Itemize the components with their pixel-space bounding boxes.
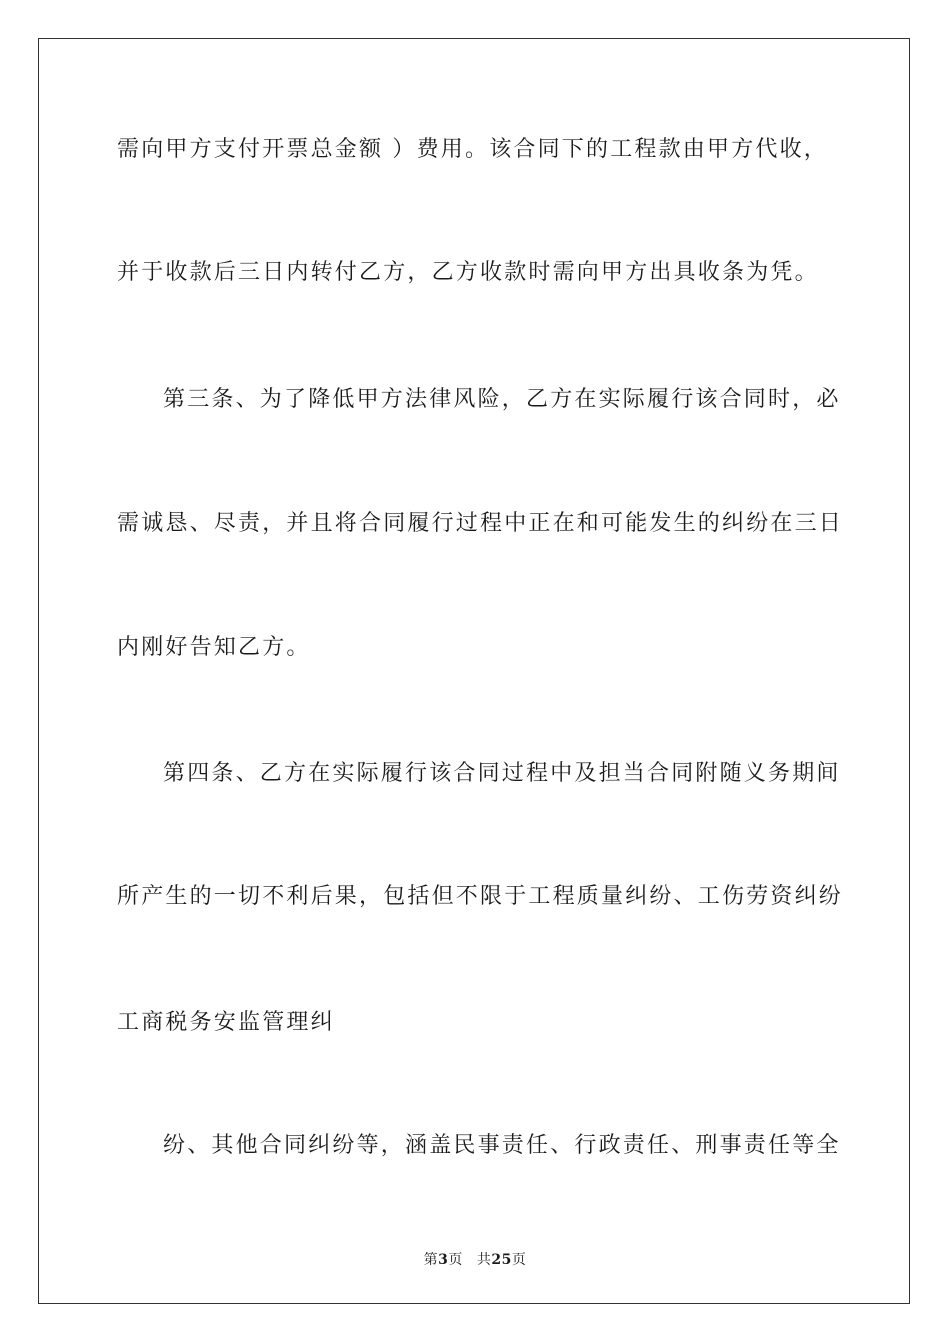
footer-page-number: 3 — [438, 1252, 449, 1268]
footer-total-pages: 25 — [491, 1252, 512, 1268]
footer-total-prefix: 共 — [476, 1252, 492, 1268]
body-line-5: 内刚好告知乙方。 — [117, 635, 311, 660]
footer-page-prefix: 第 — [423, 1252, 439, 1268]
body-line-3: 第三条、为了降低甲方法律风险，乙方在实际履行该合同时，必 — [163, 387, 841, 412]
body-line-7: 所产生的一切不利后果，包括但不限于工程质量纠纷、工伤劳资纠纷 — [117, 884, 844, 909]
body-line-6: 第四条、乙方在实际履行该合同过程中及担当合同附随义务期间 — [163, 761, 841, 786]
footer-total-suffix: 页 — [511, 1252, 527, 1268]
footer-page-suffix: 页 — [448, 1252, 463, 1268]
body-line-9: 纷、其他合同纠纷等，涵盖民事责任、行政责任、刑事责任等全 — [163, 1133, 841, 1158]
page-border — [38, 38, 910, 1304]
body-line-1: 需向甲方支付开票总金额 ）费用。该合同下的工程款由甲方代收， — [117, 137, 828, 162]
body-line-8: 工商税务安监管理纠 — [117, 1010, 335, 1035]
body-line-2: 并于收款后三日内转付乙方，乙方收款时需向甲方出具收条为凭。 — [117, 260, 819, 285]
page-footer — [0, 1249, 950, 1269]
body-line-4: 需诚恳、尽责，并且将合同履行过程中正在和可能发生的纠纷在三日 — [117, 511, 844, 536]
